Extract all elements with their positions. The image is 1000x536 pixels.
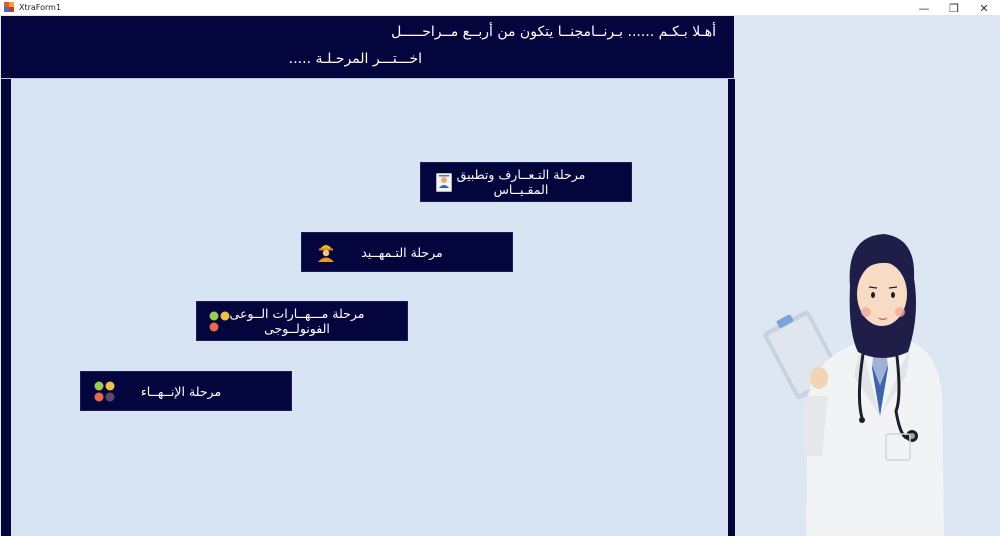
stage-button-label: مرحلة الإنــهــاء — [140, 383, 222, 399]
stage-button-preparation[interactable] — [301, 232, 513, 272]
main-panel — [0, 16, 736, 536]
doctor-illustration — [736, 16, 1000, 536]
illustration-panel — [736, 16, 1000, 536]
minimize-button[interactable]: — — [918, 1, 930, 15]
restore-button[interactable]: ❐ — [949, 1, 959, 15]
choose-stage-text: اخـــتـــر المرحـلـة ..... — [288, 51, 422, 67]
stage-button-acquaintance[interactable] — [420, 162, 632, 202]
app-logo-icon — [4, 2, 16, 13]
stage-button-label: مرحلة مـــهــارات الــوعى الفونولــوجى — [229, 306, 365, 336]
stage-button-completion[interactable] — [80, 371, 292, 411]
header-banner — [1, 16, 734, 79]
left-border — [1, 79, 11, 536]
welcome-text: أهـلا بـكـم ...... بـرنــامجنــا يتكون من أربــع مــراحـــــل — [391, 24, 716, 40]
four-dots-icon — [93, 380, 117, 402]
colored-dots-icon — [208, 310, 232, 332]
stage-button-label: مرحلة التـعــارف وتطبيق المقـيــاس — [456, 167, 586, 197]
window-title: XtraForm1 — [19, 3, 62, 12]
stage-button-phonological[interactable] — [196, 301, 408, 341]
worker-icon — [316, 241, 336, 262]
id-card-icon — [436, 173, 452, 192]
close-button[interactable]: ✕ — [979, 1, 989, 15]
window-titlebar — [0, 0, 1000, 16]
stage-button-label: مرحلة التـمهــيد — [361, 244, 443, 260]
right-border — [728, 79, 735, 536]
